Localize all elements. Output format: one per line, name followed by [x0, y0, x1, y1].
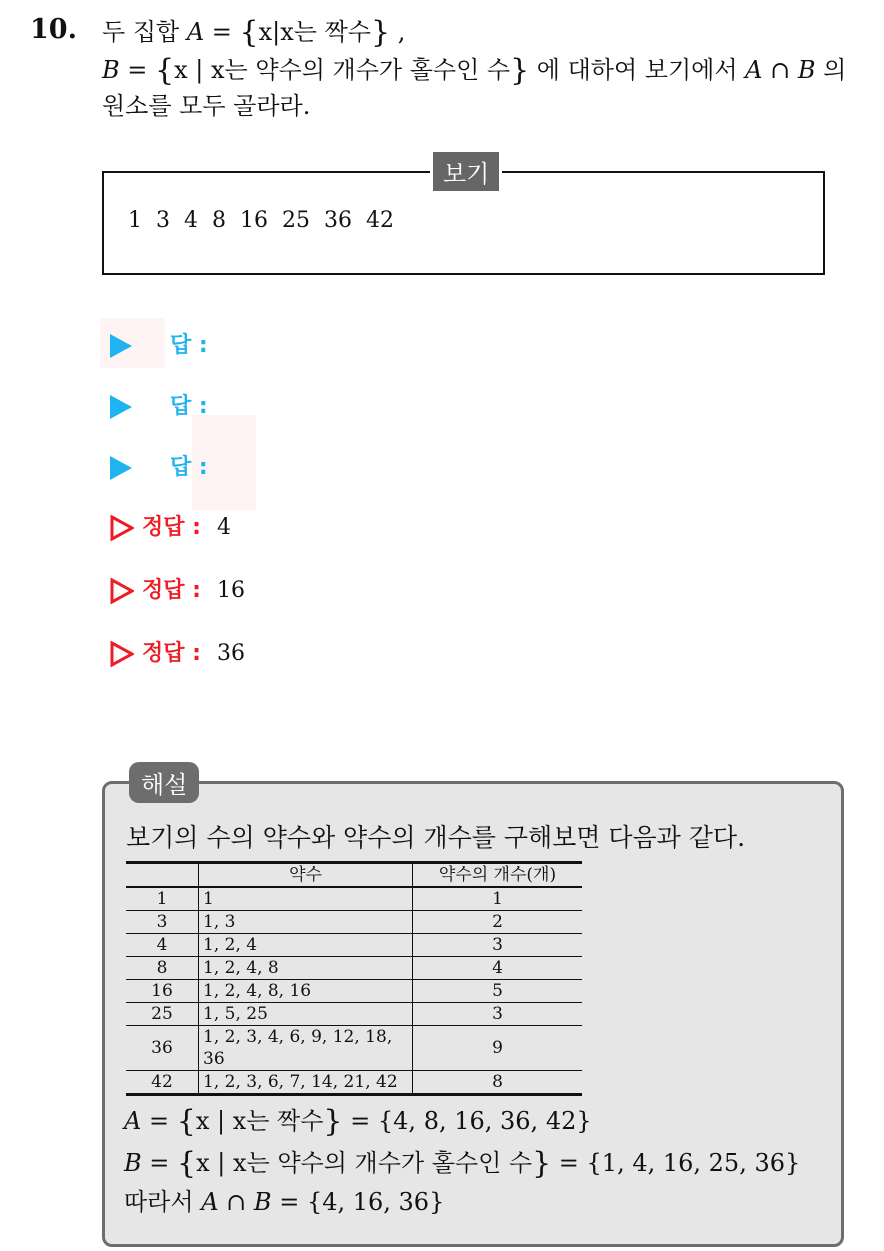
solution-line-b: B = {x | x는 약수의 개수가 홀수인 수} = {1, 4, 16, 25, 36}	[124, 1146, 801, 1181]
table-header: 약수	[199, 863, 413, 888]
table-cell: 25	[126, 1003, 199, 1026]
correct-answer	[110, 510, 231, 541]
table-cell: 1, 2, 4	[199, 934, 413, 957]
correct-label: 정답 :	[142, 578, 201, 603]
set-a-result: = {4, 8, 16, 36, 42}	[350, 1107, 592, 1135]
question-line-3: 원소를 모두 골라라.	[102, 92, 311, 120]
choice-item: 1	[128, 208, 142, 233]
outline-triangle-icon	[110, 578, 134, 604]
table-cell: 8	[126, 957, 199, 980]
table-row	[126, 911, 582, 934]
table-cell: 3	[126, 911, 199, 934]
solution-intro: 보기의 수의 약수와 약수의 개수를 구해보면 다음과 같다.	[126, 823, 746, 852]
table-cell: 3	[413, 1003, 583, 1026]
choice-item: 16	[240, 208, 268, 233]
correct-value: 4	[216, 515, 231, 540]
question-line-2: B = {x | x는 약수의 개수가 홀수인 수} 에 대하여 보기에서 A ∩ B 의	[102, 53, 847, 88]
table-cell: 1, 5, 25	[199, 1003, 413, 1026]
question-number: 10.	[30, 14, 77, 45]
question-middle: 에 대하여 보기에서	[536, 56, 738, 84]
choice-item: 42	[366, 208, 394, 233]
question-line2-end: 의	[823, 56, 847, 84]
set-b-result: = {1, 4, 16, 25, 36}	[558, 1149, 801, 1177]
table-cell: 36	[126, 1026, 199, 1071]
table-cell: 1, 2, 3, 6, 7, 14, 21, 42	[199, 1071, 413, 1095]
correct-value: 16	[216, 578, 245, 603]
table-cell: 1, 3	[199, 911, 413, 934]
set-a-definition: x | x는 짝수	[195, 1107, 324, 1135]
play-triangle-icon	[110, 456, 132, 480]
table-cell: 2	[413, 911, 583, 934]
table-cell: 1, 2, 4, 8	[199, 957, 413, 980]
table-cell: 1, 2, 3, 4, 6, 9, 12, 18, 36	[199, 1026, 413, 1071]
set-b-definition: x | x는 약수의 개수가 홀수인 수	[174, 56, 511, 84]
table-row	[126, 1026, 582, 1071]
bogi-choices	[128, 208, 408, 233]
table-row	[126, 934, 582, 957]
correct-label: 정답 :	[142, 515, 201, 540]
table-cell: 3	[413, 934, 583, 957]
conclusion-prefix: 따라서	[124, 1188, 194, 1216]
table-cell: 1, 2, 4, 8, 16	[199, 980, 413, 1003]
question-prefix: 두 집합	[102, 18, 180, 46]
table-row	[126, 980, 582, 1003]
table-row	[126, 1071, 582, 1095]
solution-label: 해설	[129, 762, 199, 803]
answer-slot[interactable]	[110, 328, 208, 359]
choice-item: 36	[324, 208, 352, 233]
table-row	[126, 957, 582, 980]
choice-item: 8	[212, 208, 226, 233]
bogi-label: 보기	[430, 149, 502, 194]
correct-answer	[110, 573, 245, 604]
answer-label: 답 :	[170, 394, 208, 419]
table-cell: 42	[126, 1071, 199, 1095]
question-line-1: 두 집합 A = {x|x는 짝수} ,	[102, 15, 406, 50]
table-row	[126, 887, 582, 911]
answer-slot[interactable]	[110, 389, 208, 420]
answer-slot[interactable]	[110, 450, 208, 481]
table-header-row	[126, 863, 582, 888]
outline-triangle-icon	[110, 641, 134, 667]
table-cell: 8	[413, 1071, 583, 1095]
table-cell: 4	[413, 957, 583, 980]
table-cell: 16	[126, 980, 199, 1003]
solution-conclusion: 따라서 A ∩ B = {4, 16, 36}	[124, 1188, 445, 1216]
divisor-table	[126, 861, 582, 1096]
set-a-definition: x|x는 짝수	[258, 18, 371, 46]
table-cell: 5	[413, 980, 583, 1003]
answer-label: 답 :	[170, 333, 208, 358]
choice-item: 25	[282, 208, 310, 233]
play-triangle-icon	[110, 395, 132, 419]
correct-value: 36	[216, 641, 245, 666]
table-cell: 1	[413, 887, 583, 911]
solution-line-a: A = {x | x는 짝수} = {4, 8, 16, 36, 42}	[124, 1104, 592, 1139]
table-cell: 9	[413, 1026, 583, 1071]
table-row	[126, 1003, 582, 1026]
table-cell: 1	[199, 887, 413, 911]
table-header	[126, 863, 199, 888]
correct-answer	[110, 636, 245, 667]
table-cell: 4	[126, 934, 199, 957]
table-cell: 1	[126, 887, 199, 911]
play-triangle-icon	[110, 334, 132, 358]
set-b-definition: x | x는 약수의 개수가 홀수인 수	[196, 1149, 533, 1177]
answer-label: 답 :	[170, 455, 208, 480]
table-header: 약수의 개수(개)	[413, 863, 583, 888]
conclusion-result: = {4, 16, 36}	[279, 1188, 445, 1216]
correct-label: 정답 :	[142, 641, 201, 666]
choice-item: 3	[156, 208, 170, 233]
outline-triangle-icon	[110, 515, 134, 541]
choice-item: 4	[184, 208, 198, 233]
